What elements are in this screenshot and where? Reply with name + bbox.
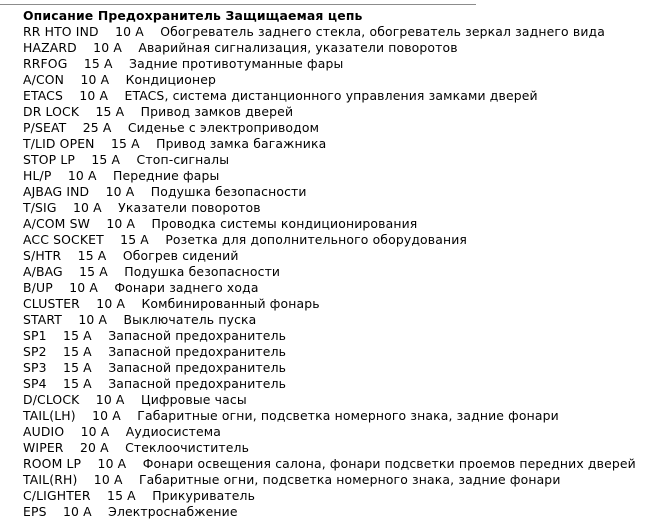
fuse-rating: 15 A [63,376,92,391]
table-row [23,344,636,360]
table-row [23,376,636,392]
fuse-circuit: Габаритные огни, подсветка номерного знака, задние фонари [138,472,561,487]
table-row [23,328,636,344]
fuse-name: SP1 [23,328,47,343]
table-row [23,392,636,408]
table-row [23,312,636,328]
fuse-rating: 15 A [110,136,140,151]
fuse-name: ROOM LP [23,456,82,471]
fuse-circuit: Розетка для дополнительного оборудования [165,232,468,247]
fuse-rating: 10 A [93,40,122,55]
fuse-name: EPS [23,504,47,519]
table-row [23,472,636,488]
fuse-name: ACC SOCKET [23,232,104,247]
fuse-circuit: Аварийная сигнализация, указатели поворотов [138,40,458,55]
table-row [23,296,636,312]
fuse-rating: 10 A [97,456,127,471]
fuse-circuit: Стоп-сигналы [136,152,230,167]
table-row [23,264,636,280]
fuse-circuit: Кондиционер [125,72,216,87]
fuse-name: WIPER [23,440,64,455]
fuse-name: T/LID OPEN [23,136,95,151]
fuse-circuit: Габаритные огни, подсветка номерного знака, задние фонари [137,408,559,423]
fuse-circuit: Подушка безопасности [150,184,307,199]
fuse-name: AJBAG IND [23,184,90,199]
fuse-name: AUDIO [23,424,65,439]
fuse-circuit: Запасной предохранитель [108,376,287,391]
fuse-name: P/SEAT [23,120,67,135]
fuse-rating: 15 A [63,360,92,375]
fuse-rating: 10 A [69,280,98,295]
fuse-name: RR HTO IND [23,24,99,39]
fuse-circuit: Проводка системы кондиционирования [151,216,418,231]
table-row [23,200,636,216]
fuse-rating: 10 A [80,424,110,439]
fuse-rating: 10 A [78,312,108,327]
table-row [23,56,636,72]
fuse-rating: 20 A [79,440,109,455]
table-row [23,152,636,168]
header-description: Описание [23,8,94,23]
fuse-rating: 15 A [95,104,125,119]
fuse-name: TAIL(LH) [23,408,76,423]
fuse-name: START [23,312,62,327]
table-row [23,72,636,88]
table-row [23,136,636,152]
table-row [23,504,636,520]
fuse-name: A/BAG [23,264,63,279]
table-row [23,40,636,56]
table-row [23,88,636,104]
table-row [23,280,636,296]
fuse-circuit: Стеклоочиститель [125,440,250,455]
fuse-rating: 25 A [82,120,112,135]
fuse-rating: 15 A [91,152,121,167]
table-row [23,232,636,248]
fuse-circuit: Привод замка багажника [156,136,327,151]
fuse-rating: 10 A [95,392,125,407]
fuse-rating: 10 A [80,72,110,87]
fuse-circuit: Фонари заднего хода [114,280,259,295]
header-circuit: Защищаемая цепь [225,8,363,23]
fuse-name: TAIL(RH) [23,472,78,487]
fuse-circuit: Указатели поворотов [118,200,261,215]
fuse-name: B/UP [23,280,53,295]
fuse-name: A/CON [23,72,65,87]
fuse-circuit: Запасной предохранитель [108,328,287,343]
fuse-circuit: Электроснабжение [108,504,238,519]
fuse-rating: 15 A [79,264,108,279]
fuse-rating: 15 A [83,56,113,71]
table-row [23,120,636,136]
fuse-circuit: Обогрев сидений [122,248,239,263]
fuse-circuit: Комбинированный фонарь [141,296,320,311]
fuse-circuit: Обогреватель заднего стекла, обогреватель зеркал заднего вида [160,24,605,39]
fuse-name: DR LOCK [23,104,80,119]
top-divider [0,0,476,5]
fuse-name: SP2 [23,344,47,359]
fuse-name: T/SIG [23,200,57,215]
fuse-rating: 10 A [96,296,126,311]
table-row [23,216,636,232]
fuse-rows [23,24,636,520]
table-row [23,456,636,472]
table-row [23,168,636,184]
table-row [23,488,636,504]
table-row [23,184,636,200]
fuse-circuit: Подушка безопасности [124,264,281,279]
table-row [23,24,636,40]
fuse-name: C/LIGHTER [23,488,91,503]
fuse-table [23,8,636,520]
fuse-rating: 15 A [120,232,149,247]
fuse-rating: 15 A [107,488,136,503]
fuse-rating: 10 A [62,504,92,519]
fuse-name: A/COM SW [23,216,91,231]
fuse-name: D/CLOCK [23,392,80,407]
fuse-rating: 10 A [106,216,136,231]
fuse-rating: 10 A [79,88,109,103]
fuse-circuit: Аудиосистема [125,424,222,439]
fuse-rating: 10 A [72,200,102,215]
fuse-circuit: Сиденье с электроприводом [127,120,320,135]
fuse-circuit: Цифровые часы [140,392,247,407]
fuse-name: SP3 [23,360,47,375]
fuse-rating: 10 A [92,408,121,423]
fuse-name: HL/P [23,168,52,183]
fuse-name: HAZARD [23,40,77,55]
header-fuse: Предохранитель [97,8,222,23]
fuse-name: CLUSTER [23,296,80,311]
fuse-circuit: Запасной предохранитель [108,344,287,359]
fuse-name: STOP LP [23,152,76,167]
fuse-circuit: Передние фары [112,168,220,183]
fuse-circuit: Прикуриватель [152,488,256,503]
fuse-rating: 10 A [115,24,144,39]
fuse-circuit: Запасной предохранитель [108,360,287,375]
fuse-rating: 10 A [93,472,123,487]
fuse-name: S/HTR [23,248,62,263]
fuse-rating: 15 A [77,248,107,263]
table-row [23,408,636,424]
table-row [23,360,636,376]
fuse-rating: 10 A [67,168,97,183]
fuse-rating: 15 A [63,344,92,359]
table-row [23,248,636,264]
fuse-circuit: ETACS, система дистанционного управления замками дверей [124,88,538,103]
table-row [23,424,636,440]
fuse-name: RRFOG [23,56,68,71]
fuse-rating: 10 A [105,184,135,199]
fuse-circuit: Привод замков дверей [140,104,294,119]
table-header [23,8,636,24]
fuse-circuit: Выключатель пуска [123,312,257,327]
fuse-name: ETACS [23,88,63,103]
fuse-circuit: Задние противотуманные фары [128,56,344,71]
fuse-name: SP4 [23,376,47,391]
table-row [23,440,636,456]
fuse-rating: 15 A [63,328,92,343]
fuse-circuit: Фонари освещения салона, фонари подсветки проемов передних дверей [142,456,636,471]
table-row [23,104,636,120]
